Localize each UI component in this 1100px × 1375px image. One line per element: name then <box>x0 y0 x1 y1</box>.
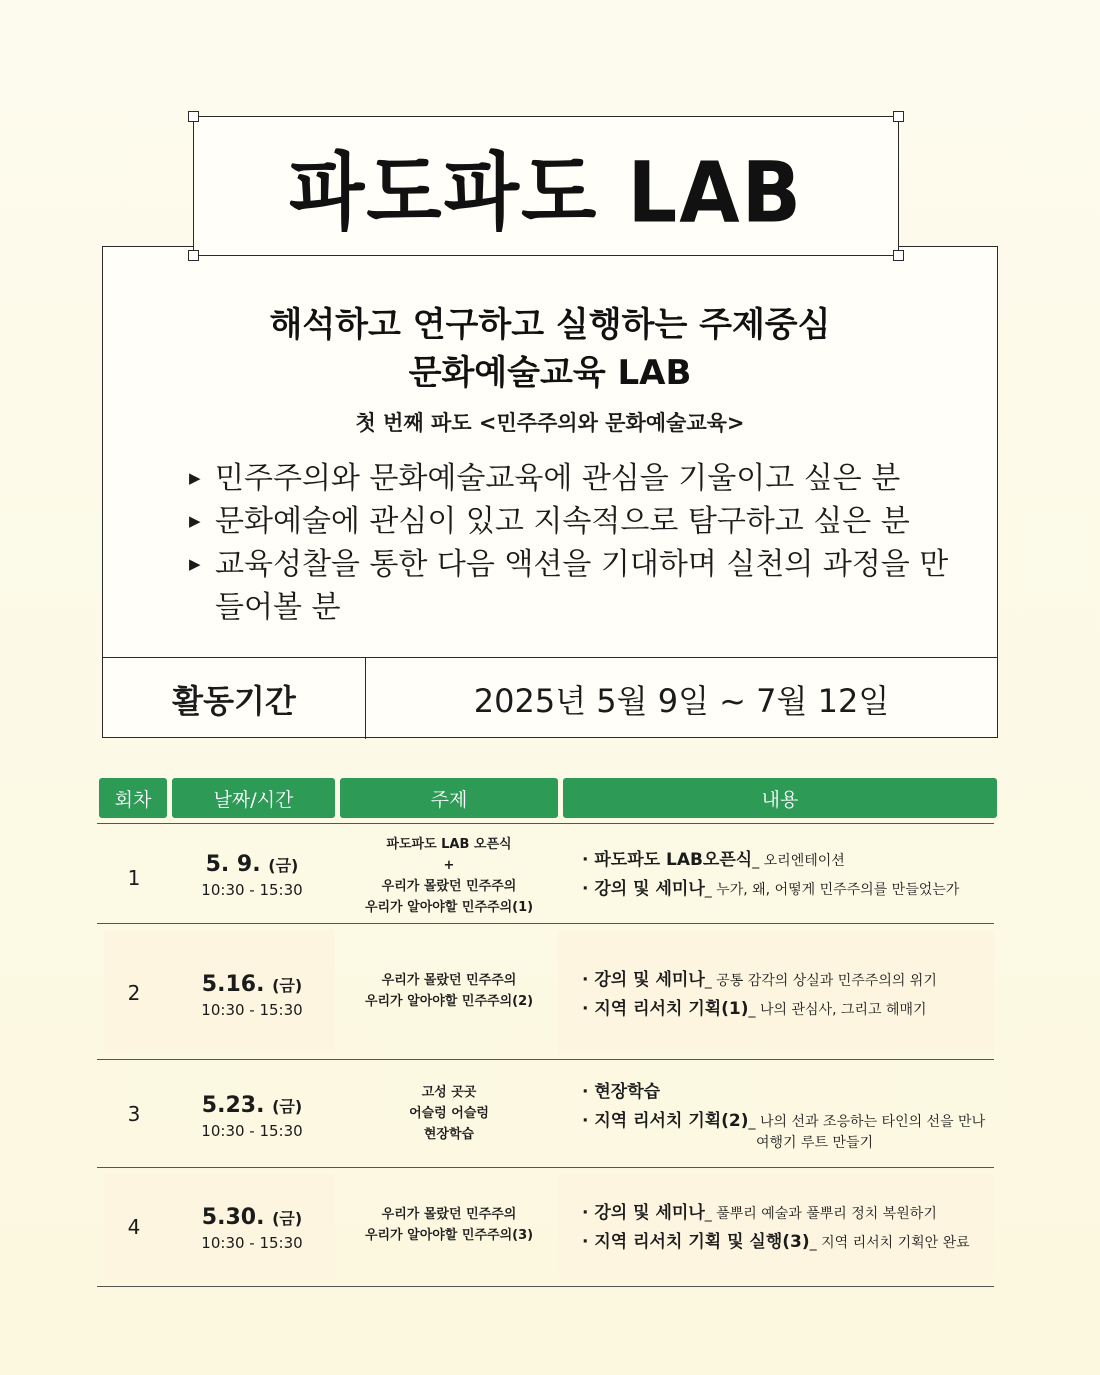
content-line <box>582 966 987 995</box>
topic-line: 우리가 몰랐던 민주주의 <box>381 1207 517 1222</box>
content-heading: · 강의 및 세미나 <box>582 970 705 990</box>
topic-line: 우리가 알아야할 민주주의(3) <box>364 1228 534 1243</box>
bullet-text: 문화예술에 관심이 있고 지속적으로 탐구하고 싶은 분 <box>215 504 910 539</box>
content-heading: · 파도파도 LAB오픈식 <box>582 850 753 870</box>
time-range: 10:30 - 15:30 <box>201 1122 303 1140</box>
row-1-topic <box>338 834 560 918</box>
content-line <box>582 846 987 875</box>
content-heading: · 현장학습 <box>582 1082 661 1102</box>
weekday: (금) <box>272 1209 303 1228</box>
content-detail: _ 풀뿌리 예술과 풀뿌리 정치 복원하기 <box>704 1206 937 1222</box>
subtitle-line-2: 문화예술교육 LAB <box>408 353 692 393</box>
date-value: 5.16. <box>201 972 265 997</box>
resize-handle-bottom-right <box>893 250 904 261</box>
header-topic: 주제 <box>340 778 558 818</box>
row-divider <box>97 923 994 924</box>
topic-line: + <box>443 858 455 873</box>
weekday: (금) <box>272 976 303 995</box>
row-1-date <box>172 852 332 899</box>
bullet-text: 교육성찰을 통한 다음 액션을 기대하며 실천의 과정을 만들어볼 분 <box>215 547 949 625</box>
topic-line: 현장학습 <box>423 1127 475 1142</box>
content-line <box>582 1078 987 1107</box>
row-3-topic <box>338 1082 560 1145</box>
page-title: 파도파도 LAB <box>288 144 804 243</box>
row-3-content <box>582 1078 987 1154</box>
row-3-number: 3 <box>127 1102 141 1126</box>
topic-line: 파도파도 LAB 오픈식 <box>386 837 512 852</box>
row-divider <box>97 1167 994 1168</box>
schedule-header <box>0 778 1100 818</box>
content-line <box>582 1228 987 1257</box>
content-detail: _ 누가, 왜, 어떻게 민주주의를 만들었는가 <box>704 882 960 898</box>
info-box <box>102 246 998 738</box>
header-content: 내용 <box>563 778 997 818</box>
row-divider <box>97 1286 994 1287</box>
header-round: 회차 <box>99 778 167 818</box>
time-range: 10:30 - 15:30 <box>201 881 303 899</box>
theme-line: 첫 번째 파도 <민주주의와 문화예술교육> <box>355 411 745 435</box>
content-line <box>582 1199 987 1228</box>
content-heading: · 강의 및 세미나 <box>582 879 705 899</box>
weekday: (금) <box>272 1097 303 1116</box>
row-divider <box>97 823 994 824</box>
subtitle-line-1: 해석하고 연구하고 실행하는 주제중심 <box>269 305 831 345</box>
row-4-topic <box>338 1204 560 1246</box>
content-detail: _ 공통 감각의 상실과 민주주의의 위기 <box>704 973 937 989</box>
topic-line: 우리가 알아야할 민주주의(2) <box>364 994 534 1009</box>
content-heading: · 강의 및 세미나 <box>582 1203 705 1223</box>
resize-handle-top-right <box>893 111 904 122</box>
bullet-item <box>185 457 965 500</box>
period-row <box>103 657 997 739</box>
content-continuation: 여행기 루트 만들기 <box>756 1135 874 1151</box>
content-line <box>582 995 987 1024</box>
bullet-text: 민주주의와 문화예술교육에 관심을 기울이고 싶은 분 <box>215 461 901 496</box>
content-detail: _ 나의 선과 조응하는 타인의 선을 만나 <box>748 1114 986 1130</box>
date-value: 5.30. <box>201 1205 265 1230</box>
date-value: 5. 9. <box>205 852 261 877</box>
topic-line: 고성 곳곳 <box>421 1085 477 1100</box>
topic-line: 우리가 몰랐던 민주주의 <box>381 973 517 988</box>
period-value: 2025년 5월 9일 ~ 7월 12일 <box>473 681 890 720</box>
content-heading: · 지역 리서치 기획(2) <box>582 1111 749 1131</box>
title-box <box>193 116 899 256</box>
target-audience-list <box>185 457 965 629</box>
time-range: 10:30 - 15:30 <box>201 1234 303 1252</box>
content-detail: _ 지역 리서치 기획안 완료 <box>809 1235 970 1251</box>
row-4-content <box>582 1199 987 1257</box>
bullet-item <box>185 500 965 543</box>
content-detail: _ 나의 관심사, 그리고 헤매기 <box>748 1002 927 1018</box>
header-date: 날짜/시간 <box>172 778 335 818</box>
topic-line: 우리가 알아야할 민주주의(1) <box>364 900 534 915</box>
time-range: 10:30 - 15:30 <box>201 1001 303 1019</box>
content-detail: _ 오리엔테이션 <box>752 853 845 869</box>
period-label: 활동기간 <box>103 658 366 739</box>
row-4-date <box>172 1205 332 1252</box>
row-2-date <box>172 972 332 1019</box>
date-value: 5.23. <box>201 1093 265 1118</box>
row-1-number: 1 <box>127 866 141 890</box>
row-4-number: 4 <box>127 1215 141 1239</box>
row-2-topic <box>338 970 560 1012</box>
triangle-bullet-icon: ▶ <box>189 512 201 530</box>
weekday: (금) <box>268 856 299 875</box>
row-1-content <box>582 846 987 904</box>
triangle-bullet-icon: ▶ <box>189 469 201 487</box>
resize-handle-bottom-left <box>188 250 199 261</box>
content-heading: · 지역 리서치 기획(1) <box>582 999 749 1019</box>
topic-line: 어슬렁 어슬렁 <box>409 1106 489 1121</box>
bullet-item <box>185 543 965 629</box>
resize-handle-top-left <box>188 111 199 122</box>
row-divider <box>97 1059 994 1060</box>
triangle-bullet-icon: ▶ <box>189 555 201 573</box>
row-3-date <box>172 1093 332 1140</box>
row-2-content <box>582 966 987 1024</box>
content-heading: · 지역 리서치 기획 및 실행(3) <box>582 1232 810 1252</box>
row-2-number: 2 <box>127 981 141 1005</box>
topic-line: 우리가 몰랐던 민주주의 <box>381 879 517 894</box>
content-line <box>582 875 987 904</box>
